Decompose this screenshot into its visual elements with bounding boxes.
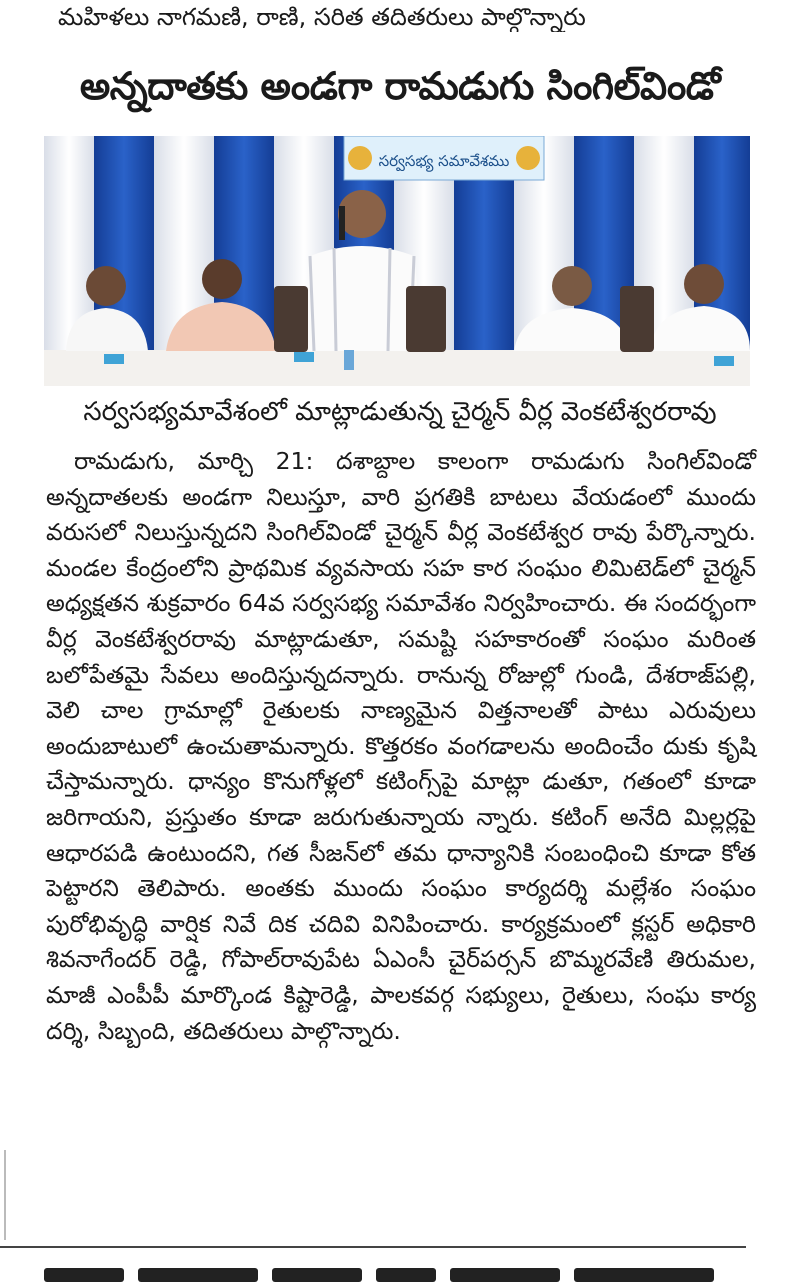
event-banner bbox=[344, 136, 544, 180]
photo-caption: సర్వసభ్యమావేశంలో మాట్లాడుతున్న చైర్మన్ వీర్ల వెంకటేశ్వరరావు bbox=[83, 397, 717, 427]
previous-article-last-line: మహిళలు నాగమణి, రాణి, సరిత తదితరులు పాల్గొన్నారు bbox=[58, 3, 586, 31]
article-body: రామడుగు, మార్చి 21: దశాబ్దాల కాలంగా రామడుగు సింగిల్‌విండో అన్నదాతలకు అండగా నిలుస్తూ, వారి ప్రగతికి బాటలు వేయడంలో ముందు వరుసలో నిలుస్తున్నదని సింగిల్‌విండో చైర్మన్ వీర్ల వెంకటేశ్వర రావు పేర్కొన్నారు. మండల కేంద్రంలోని ప్రాథమిక వ్యవసాయ సహ కార సంఘం లిమిటెడ్‌లో చైర్మన్ అధ్యక్షతన శుక్రవారం 64వ సర్వసభ్య సమావేశం నిర్వహించారు. ఈ సందర్భంగా వీర్ల వెంకటేశ్వరరావు మాట్లాడుతూ, సమష్టి సహకారంతో సంఘం మరింత బలోపేతమై సేవలు అందిస్తున్నదన్నారు. రానున్న రోజుల్లో గుండి, దేశరాజ్‌పల్లి, వెలి చాల గ్రామాల్లో రైతులకు నాణ్యమైన విత్తనాలతో పాటు ఎరువులు అందుబాటులో ఉంచుతామన్నారు. కొత్తరకం వంగడాలను అందించేం దుకు కృషి చేస్తామన్నారు. ధాన్యం కొనుగోళ్లలో కటింగ్స్‌పై మాట్లా డుతూ, గతంలో కూడా జరిగాయని, ప్రస్తుతం కూడా జరుగుతున్నాయ న్నారు. కటింగ్ అనేది మిల్లర్లపై ఆధారపడి ఉంటుందని, గత సీజన్‌లో తమ ధాన్యానికి సంబంధించి కూడా కోత పెట్టారని తెలిపారు. అంతకు ముందు సంఘం కార్యదర్శి మల్లేశం సంఘం పురోభివృద్ధి వార్షిక నివే దిక చదివి వినిపించారు. కార్యక్రమంలో క్లస్టర్ అధికారి శివనాగేందర్ రెడ్డి, గోపాల్‌రావుపేట ఏఎంసీ చైర్‌పర్సన్ బొమ్మరవేణి తిరుమల, మాజీ ఎంపీపీ మార్కొండ కిష్టారెడ్డి, పాలకవర్గ సభ్యులు, రైతులు, సంఘ కార్య దర్శి, సిబ్బంది, తదితరులు పాల్గొన్నారు. bbox=[46, 447, 756, 1045]
banner-text: సర్వసభ్య సమావేశము bbox=[378, 152, 510, 170]
column-rule bbox=[4, 1150, 6, 1240]
next-article-cropped-headline bbox=[44, 1262, 750, 1282]
article-photo bbox=[44, 136, 750, 386]
article-headline: అన్నదాతకు అండగా రామడుగు సింగిల్‌విండో bbox=[79, 64, 721, 108]
article-divider bbox=[0, 1246, 746, 1248]
meeting-photo-illustration bbox=[44, 136, 750, 386]
